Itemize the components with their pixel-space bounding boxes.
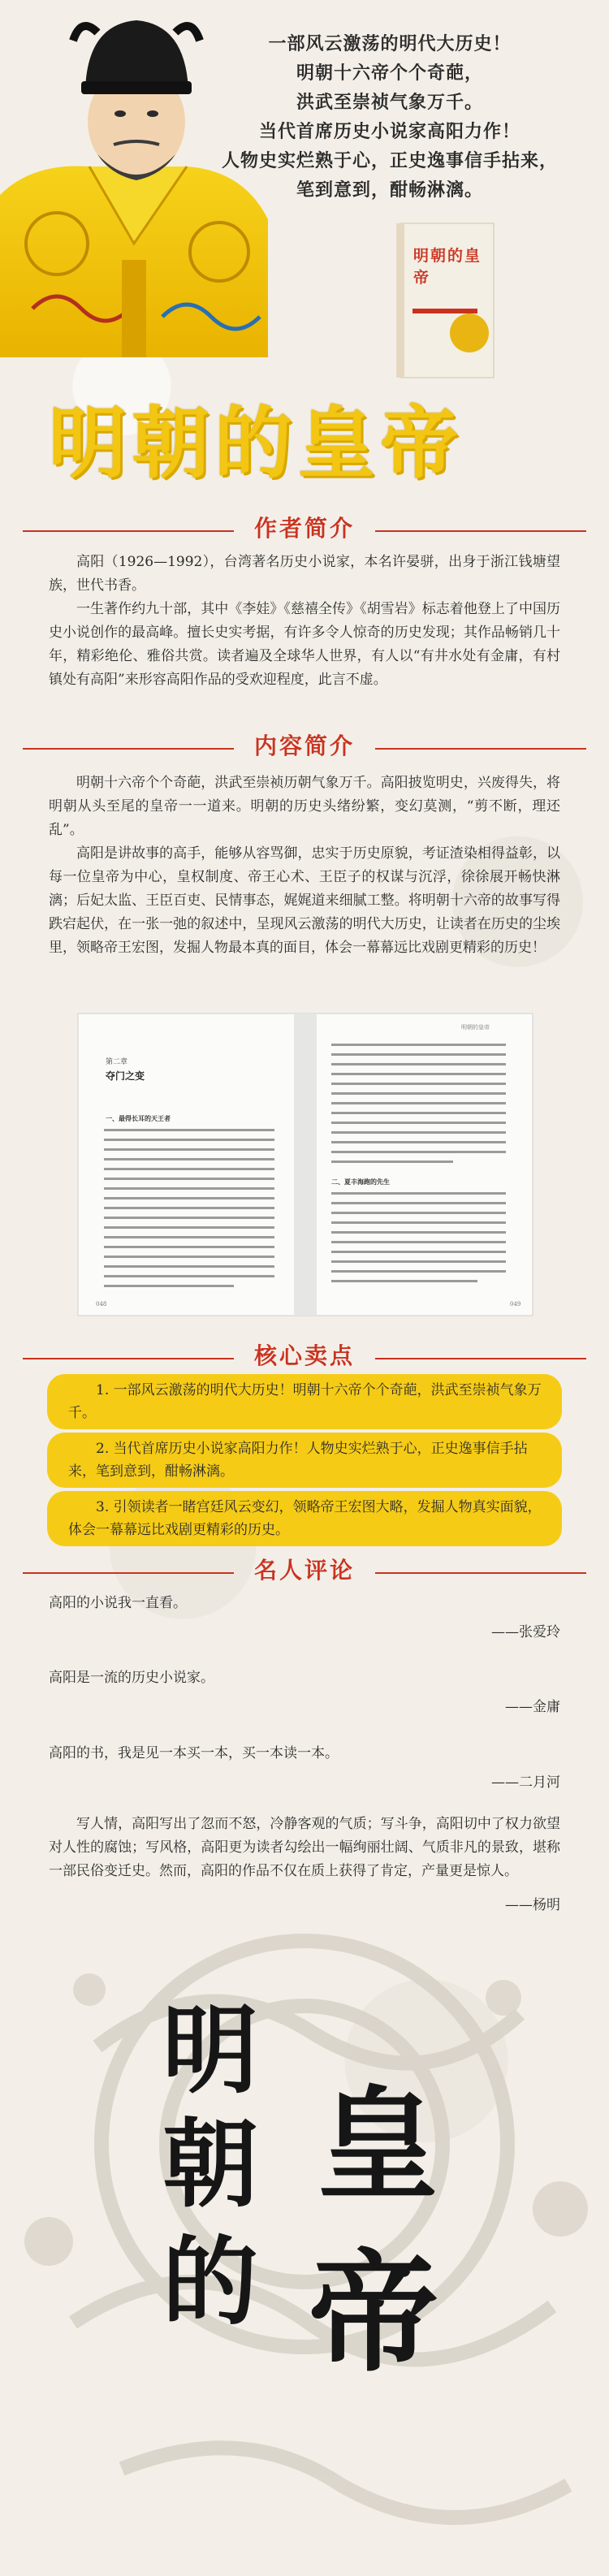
book-spread [71,1007,539,1320]
spread-right-subhead: 二、夏丰海跑的先生 [331,1178,390,1186]
calligraphy-artwork [0,1900,609,2576]
review-author: ——金庸 [505,1699,560,1715]
intro-line: 人物史实烂熟于心，正史逸事信手拈来， [221,150,558,171]
dragon-pattern [0,1900,609,2576]
content-paragraph: 高阳是讲故事的高手，能够从容骂御，忠实于历史原貌，考证渣染相得益彰，以每一位皇帝为中心，皇权制度、帝王心术、王臣子的权谋与沉浮，徐徐展开畅快淋漓；后妃太监、王臣百吏、民情事态，娓娓道来细腻工整。将明朝十六帝的故事写得跌宕起伏，在一张一弛的叙述中，呈现风云激荡的明代大历史，让读者在历史的尘埃里，领略帝王宏图，发掘人物最本真的面目，体会一幕幕远比戏剧更精彩的历史！ [49,845,560,956]
review-item [49,1742,560,1799]
calligraphy-char: 的 [162,2225,259,2338]
section-author-header [23,509,586,542]
divider-line [375,1572,586,1574]
section-content-header [23,727,586,759]
review-author: ——杨明 [505,1897,560,1913]
selling-point: 1. 一部风云激荡的明代大历史！明朝十六帝个个奇葩，洪武至崇祯气象万千。 [47,1374,562,1429]
selling-point: 2. 当代首席历史小说家高阳力作！人物史实烂熟于心，正史逸事信手拈来，笔到意到，酣畅淋漓。 [47,1433,562,1488]
review-author: ——二月河 [491,1774,560,1791]
intro-line: 明朝十六帝个个奇葩， [296,63,483,84]
intro-lines [215,29,564,205]
review-item [49,1666,560,1723]
selling-point: 3. 引领读者一睹宫廷风云变幻，领略帝王宏图大略，发掘人物真实面貌，体会一幕幕远比戏剧更精彩的历史。 [47,1491,562,1546]
spread-left-subhead: 一、最得长耳的天王者 [106,1114,171,1122]
intro-line: 洪武至崇祯气象万千。 [296,92,483,113]
book-spread-art [71,1007,539,1320]
spread-chapter-no: 第二章 [106,1058,128,1066]
intro-line: 当代首席历史小说家高阳力作！ [258,121,520,142]
section-title: 作者简介 [253,515,355,542]
author-paragraph: 高阳（1926—1992），台湾著名历史小说家，本名许晏骈，出身于浙江钱塘望族，世代书香。 [49,554,560,594]
divider-line [375,1358,586,1359]
intro-line: 一部风云激荡的明代大历史！ [268,33,512,54]
spread-chapter-title: 夺门之变 [106,1070,145,1082]
section-title: 名人评论 [253,1557,355,1584]
review-text: 高阳的书，我是见一本买一本，买一本读一本。 [49,1745,339,1761]
review-author: ——张爱玲 [491,1624,560,1640]
section-selling-header [23,1337,586,1369]
divider-line [375,530,586,532]
spread-running-head: 明朝的皇帝 [461,1024,490,1031]
calligraphy-char: 朝 [162,2107,259,2220]
author-paragraph: 一生著作约九十部，其中《李娃》《慈禧全传》《胡雪岩》标志着他登上了中国历史小说创作的最高峰。擅长史实考据，有许多令人惊奇的历史发现；其作品畅销几十年，精彩绝伦、雅俗共赏。读者遍及全球华人世界，有人以“有井水处有金庸，有村镇处有高阳”来形容高阳作品的受欢迎程度，此言不虚。 [49,601,560,688]
spread-page-left: 048 [96,1301,107,1307]
section-title: 内容简介 [253,733,355,759]
calligraphy-char: 帝 [309,2237,439,2389]
divider-line [375,748,586,750]
calligraphy-char: 皇 [317,2073,439,2216]
main-title: 明朝的皇帝 [49,398,463,489]
review-text: 高阳是一流的历史小说家。 [49,1670,214,1686]
intro-line: 笔到意到，酣畅淋漓。 [296,179,483,201]
section-title: 核心卖点 [253,1342,355,1369]
content-paragraph: 明朝十六帝个个奇葩，洪武至崇祯历朝气象万千。高阳披览明史，兴废得失，将明朝从头至尾的皇帝一一道来。明朝的历史头绪纷繁，变幻莫测，“剪不断，理还乱”。 [49,775,560,838]
review-text: 高阳的小说我一直看。 [49,1595,187,1611]
book-cover-title: 明朝的皇帝 [413,247,482,287]
review-text: 写人情，高阳写出了忽而不怒，冷静客观的气质；写斗争，高阳切中了权力欲望对人性的腐蚀；写风格，高阳更为读者勾绘出一幅绚丽壮阔、气质非凡的景致，堪称一部民俗变迁史。然而，高阳的作品不仅在质上获得了肯定，产量更是惊人。 [49,1816,560,1879]
book-cover [392,219,498,382]
hero-banner [0,0,609,487]
calligraphy-char: 明 [162,1994,259,2107]
review-item [49,1592,560,1649]
spread-page-right: 049 [510,1301,521,1307]
section-reviews-header [23,1551,586,1584]
